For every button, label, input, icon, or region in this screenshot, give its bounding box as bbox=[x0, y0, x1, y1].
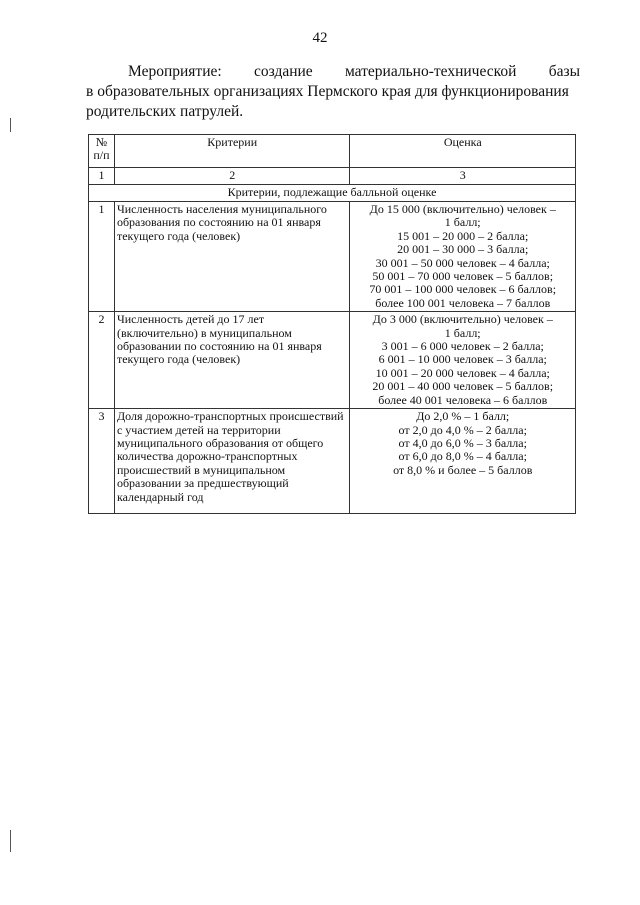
evaluation-line: 50 001 – 70 000 человек – 5 баллов; bbox=[372, 269, 554, 284]
evaluation-line: 70 001 – 100 000 человек – 6 баллов; bbox=[369, 282, 557, 297]
table-row bbox=[89, 312, 576, 409]
intro-line-3: родительских патрулей. bbox=[86, 103, 244, 120]
table-header-row bbox=[89, 135, 576, 168]
evaluation-line: 30 001 – 50 000 человек – 4 балла; bbox=[375, 255, 550, 270]
header-num-line: п/п bbox=[93, 148, 110, 163]
row-number: 1 bbox=[89, 202, 115, 312]
evaluation-line: более 100 001 человека – 7 баллов bbox=[375, 295, 551, 310]
evaluation-line: от 6,0 до 8,0 % – 4 балла; bbox=[398, 449, 527, 464]
row-number: 3 bbox=[89, 409, 115, 514]
intro-word: базы bbox=[548, 63, 580, 80]
table-row bbox=[89, 202, 576, 312]
evaluation-line: 20 001 – 30 000 – 3 балла; bbox=[397, 242, 529, 257]
section-row bbox=[89, 185, 576, 202]
column-index: 1 bbox=[89, 168, 115, 185]
row-evaluation bbox=[350, 409, 576, 514]
evaluation-line: от 8,0 % и более – 5 баллов bbox=[393, 462, 533, 477]
intro-word: Мероприятие: bbox=[128, 63, 222, 80]
evaluation-line: 1 балл; bbox=[444, 325, 481, 340]
criteria-table bbox=[88, 134, 576, 514]
intro-word: материально-технической bbox=[344, 63, 517, 80]
evaluation-line: До 3 000 (включительно) человек – bbox=[372, 312, 553, 327]
table-row bbox=[89, 409, 576, 514]
evaluation-line: от 2,0 до 4,0 % – 2 балла; bbox=[398, 422, 527, 437]
evaluation-line: До 2,0 % – 1 балл; bbox=[416, 409, 510, 424]
evaluation-line: 3 001 – 6 000 человек – 2 балла; bbox=[381, 339, 544, 354]
row-number: 2 bbox=[89, 312, 115, 409]
evaluation-line: 6 001 – 10 000 человек – 3 балла; bbox=[378, 352, 547, 367]
evaluation-line: 15 001 – 20 000 – 2 балла; bbox=[397, 228, 529, 243]
intro-line-2: в образовательных организациях Пермского края для функционирования bbox=[86, 83, 569, 100]
page-number: 42 bbox=[312, 30, 328, 46]
scan-margin-mark bbox=[10, 118, 11, 132]
header-num bbox=[89, 135, 115, 168]
intro-paragraph bbox=[86, 62, 580, 122]
evaluation-line: от 4,0 до 6,0 % – 3 балла; bbox=[398, 435, 527, 450]
header-num-line: № bbox=[95, 135, 108, 149]
evaluation-line: 20 001 – 40 000 человек – 5 баллов; bbox=[372, 379, 554, 394]
row-criteria: Доля дорожно-транспортных происшествий с участием детей на территории муниципального образования от общего количества дорожно-транспортных происшествий в муниципальном образовании за предшествующий календарный год bbox=[114, 409, 350, 514]
intro-line-1 bbox=[86, 62, 580, 82]
row-evaluation bbox=[350, 312, 576, 409]
evaluation-line: 10 001 – 20 000 человек – 4 балла; bbox=[375, 365, 550, 380]
row-criteria: Численность детей до 17 лет (включительно) в муниципальном образовании по состоянию на 01 января текущего года (человек) bbox=[114, 312, 350, 409]
header-criteria: Критерии bbox=[114, 135, 350, 168]
evaluation-line: более 40 001 человека – 6 баллов bbox=[378, 392, 548, 407]
column-index: 2 bbox=[114, 168, 350, 185]
evaluation-line: 1 балл; bbox=[444, 215, 481, 230]
column-index-row bbox=[89, 168, 576, 185]
header-evaluation: Оценка bbox=[350, 135, 576, 168]
intro-word: создание bbox=[253, 63, 313, 80]
column-index: 3 bbox=[350, 168, 576, 185]
row-criteria: Численность населения муниципального образования по состоянию на 01 января текущего года (человек) bbox=[114, 202, 350, 312]
evaluation-line: До 15 000 (включительно) человек – bbox=[369, 202, 556, 216]
row-evaluation bbox=[350, 202, 576, 312]
scan-margin-mark bbox=[10, 830, 11, 852]
section-title: Критерии, подлежащие балльной оценке bbox=[89, 185, 576, 202]
